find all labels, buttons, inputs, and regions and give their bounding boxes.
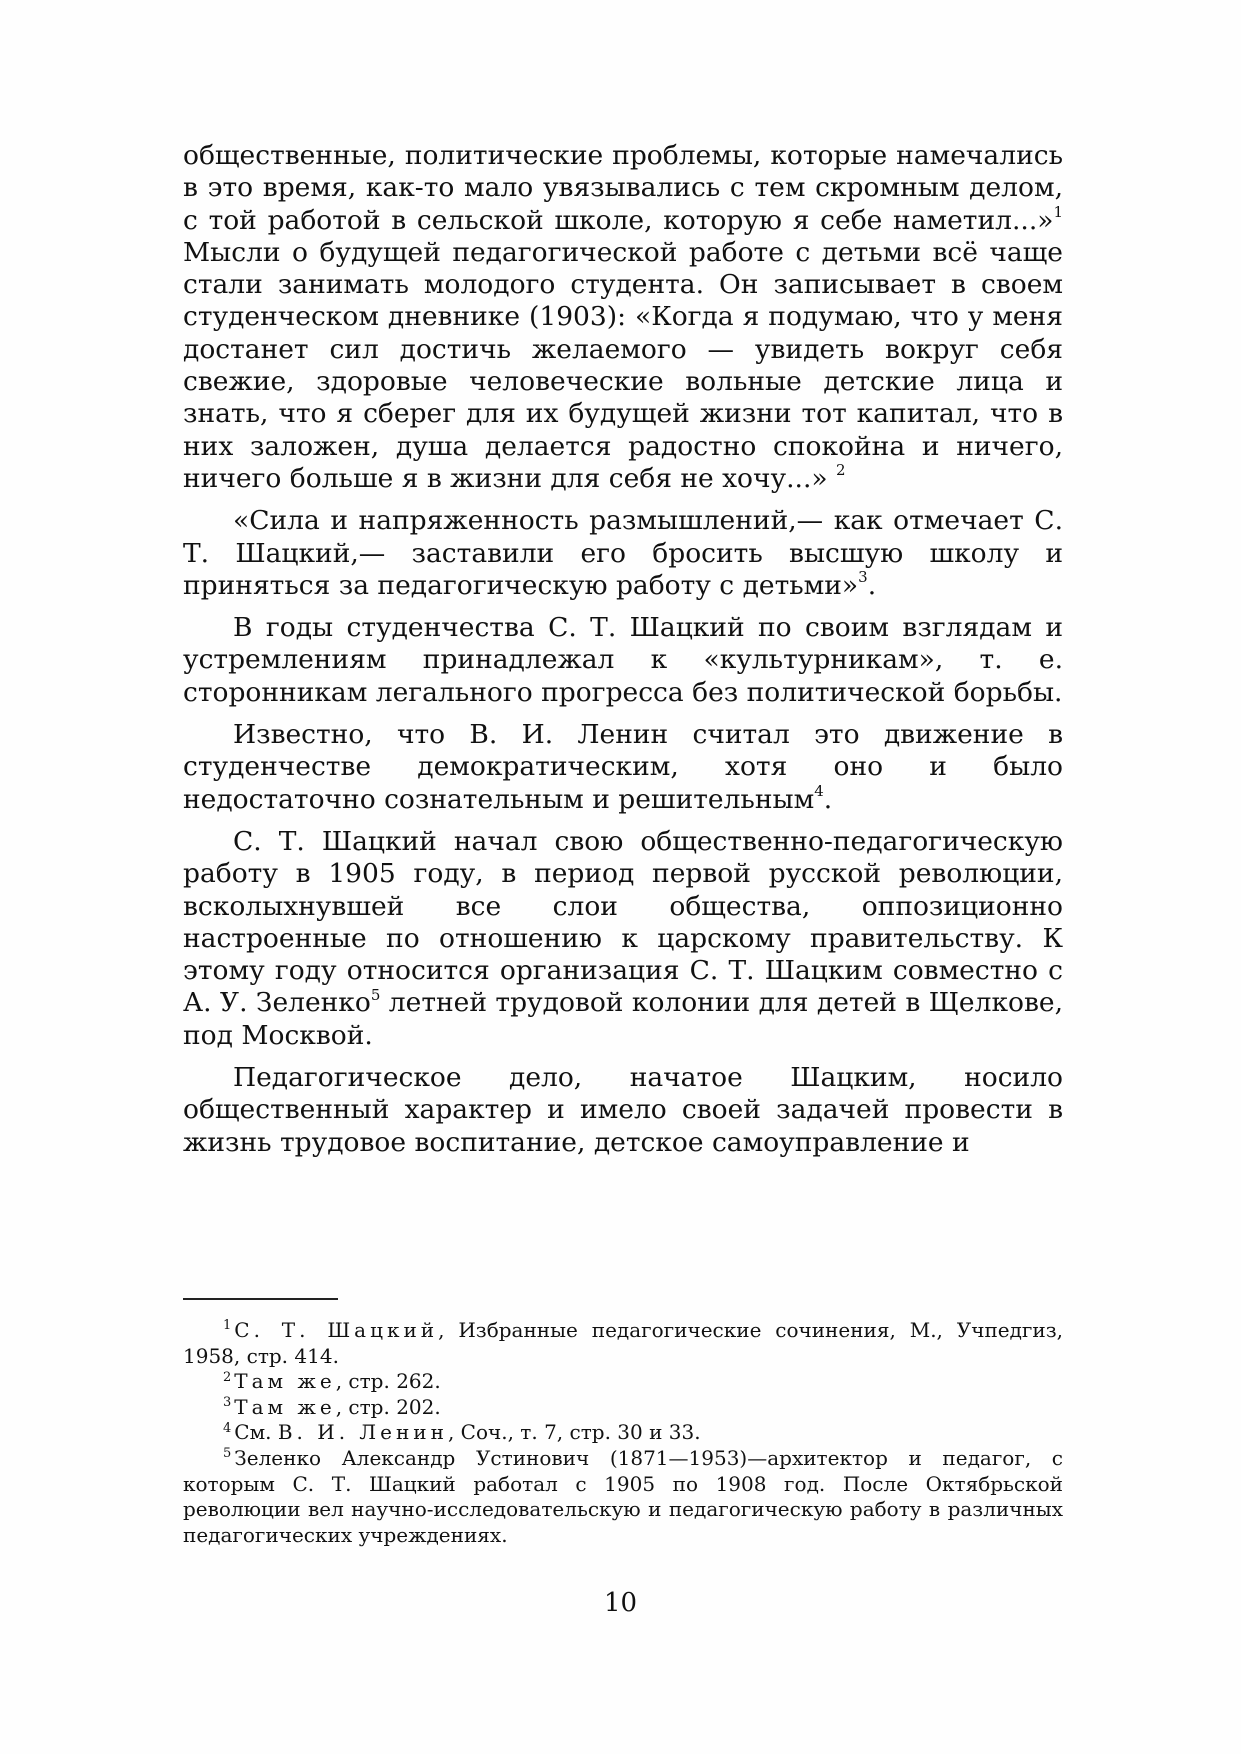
footnote-2-text: , стр. 262. — [335, 1369, 441, 1394]
paragraph-6 — [183, 1062, 1063, 1159]
footnote-ref-4[interactable]: 4 — [814, 781, 824, 800]
paragraph-1 — [183, 140, 1063, 495]
footnotes — [183, 1318, 1063, 1548]
footnote-1 — [183, 1318, 1063, 1369]
paragraph-4-tail: . — [823, 783, 833, 815]
footnote-5 — [183, 1446, 1063, 1548]
paragraph-6-text: Педагогическое дело, начатое Шацким, носило общественный характер и имело своей задачей провести в жизнь трудовое воспитание, детское самоуправление и — [183, 1062, 1063, 1158]
footnote-4 — [183, 1420, 1063, 1446]
paragraph-3 — [183, 612, 1063, 709]
footnote-4-pre: См. — [234, 1420, 278, 1445]
footnote-ref-3[interactable]: 3 — [858, 568, 868, 587]
footnote-2-number: 2 — [223, 1369, 232, 1385]
footnote-3-text: , стр. 202. — [335, 1394, 441, 1419]
footnote-5-text: Зеленко Александр Устинович (1871—1953)—архитектор и педагог, с которым С. Т. Шацкий работал с 1905 по 1908 год. После Октябрьской революции вел научно-исследовательскую и педагогическую работу в различных педагогических учреждениях. — [183, 1445, 1063, 1547]
page-number: 10 — [603, 1588, 638, 1618]
footnote-3-number: 3 — [223, 1395, 232, 1411]
paragraph-4-text: Известно, что В. И. Ленин считал это движение в студенчестве демократическим, хотя оно и было недостаточно сознательным и решительным — [183, 719, 1063, 815]
footnote-1-author: С. Т. Шацкий — [234, 1318, 439, 1342]
footnote-5-number: 5 — [223, 1446, 232, 1462]
footnote-3-lead: Там же — [234, 1394, 336, 1419]
footnote-ref-5[interactable]: 5 — [370, 985, 381, 1004]
footnote-ref-2[interactable]: 2 — [836, 461, 846, 480]
paragraph-2 — [183, 505, 1063, 602]
footnote-1-number: 1 — [223, 1318, 232, 1334]
footnote-4-number: 4 — [223, 1420, 232, 1436]
paragraph-2-text: «Сила и напряженность размышлений,— как отмечает С. Т. Шацкий,— заставили его бросить высшую школу и приняться за педагогическую работу с детьми» — [183, 505, 1063, 601]
footnote-2 — [183, 1369, 1063, 1395]
paragraph-1-text-a: общественные, политические проблемы, которые намечались в это время, как-то мало увязывались с тем скромным делом, с той работой в сельской школе, которую я себе наметил...» — [183, 140, 1063, 236]
footnote-1-text: , Избранные педагогические сочинения, М., Учпедгиз, 1958, стр. 414. — [183, 1318, 1064, 1368]
paragraph-1-text-b: Мысли о будущей педагогической работе с детьми всё чаще стали занимать молодого студента. Он записывает в своем студенческом дневнике (1903): «Когда я подумаю, что у меня достанет сил достичь желаемого — увидеть вокруг себя свежие, здоровые человеческие вольные детские лица и знать, что я сберег для их будущей жизни тот капитал, что в них заложен, душа делается радостно спокойна и ничего, ничего больше я в жизни для себя не хочу...» — [183, 236, 1063, 494]
footnote-2-lead: Там же — [234, 1369, 336, 1394]
footnote-3 — [183, 1395, 1063, 1421]
paragraph-5-text-b: летней трудовой колонии для детей в Щелкове, под Москвой. — [183, 987, 1063, 1051]
paragraph-3-text: В годы студенчества С. Т. Шацкий по своим взглядам и устремлениям принадлежал к «культурникам», т. е. сторонникам легального прогресса без политической борьбы. — [183, 612, 1063, 708]
footnote-divider — [183, 1298, 338, 1300]
paragraph-5-text-a: С. Т. Шацкий начал свою общественно-педагогическую работу в 1905 году, в период первой русской революции, всколыхнувшей все слои общества, оппозиционно настроенные по отношению к царскому правительству. К этому году относится организация С. Т. Шацким совместно с А. У. Зеленко — [183, 825, 1063, 1019]
paragraph-4 — [183, 719, 1063, 816]
main-text — [183, 140, 1063, 1169]
footnote-4-author: В. И. Ленин — [277, 1420, 448, 1445]
paragraph-2-tail: . — [867, 569, 877, 601]
footnote-4-text: , Соч., т. 7, стр. 30 и 33. — [447, 1420, 701, 1445]
footnote-ref-1[interactable]: 1 — [1053, 202, 1063, 221]
paragraph-5 — [183, 826, 1063, 1052]
